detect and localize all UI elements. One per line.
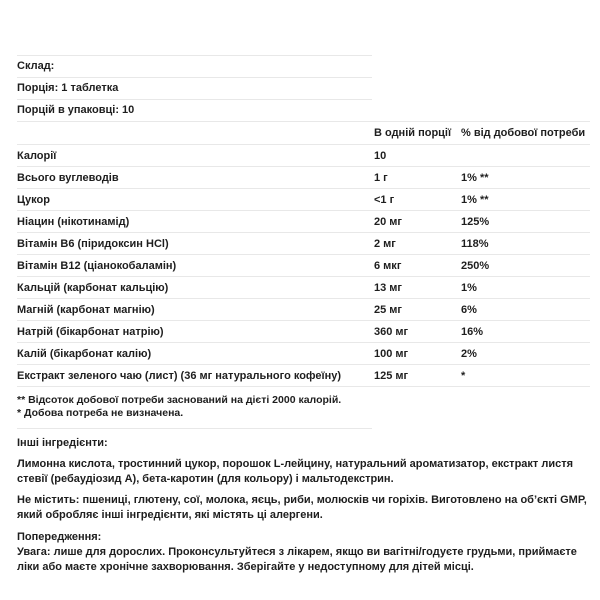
other-ingredients-heading: Інші інгредієнти: — [17, 437, 108, 449]
nutrient-label: Екстракт зеленого чаю (лист) (36 мг натурального кофеїну) — [17, 369, 342, 382]
nutrient-daily-value: 16% — [461, 325, 484, 338]
nutrient-daily-value: 1% ** — [461, 193, 489, 206]
nutrition-table — [17, 121, 590, 387]
nutrient-amount: 25 мг — [374, 303, 403, 316]
table-row — [17, 210, 590, 232]
nutrition-table-header-row — [17, 121, 590, 144]
table-row — [17, 320, 590, 342]
section-divider — [17, 428, 372, 429]
table-row — [17, 144, 590, 166]
table-row — [17, 166, 590, 188]
column-header-daily-value: % від добової потреби — [461, 127, 586, 139]
composition-row — [17, 99, 372, 121]
nutrient-amount: 100 мг — [374, 347, 409, 360]
nutrient-label: Вітамін B6 (піридоксин HCl) — [17, 237, 169, 250]
composition-section — [17, 55, 590, 121]
nutrient-daily-value: 1% ** — [461, 171, 489, 184]
footnote-line: * Добова потреба не визначена. — [17, 406, 184, 419]
composition-row-label: Склад: — [17, 60, 55, 72]
nutrient-daily-value: 2% — [461, 347, 477, 360]
composition-row-label: Порцій в упаковці: 10 — [17, 104, 135, 116]
warnings-text: Увага: лише для дорослих. Проконсультуйтеся з лікарем, якщо ви вагітні/годуєте грудьми, приймаєте ліки або маєте хронічне захворювання. Зберігайте у недоступному для дітей місці. — [17, 546, 577, 573]
footnote-line: ** Відсоток добової потреби заснований на дієті 2000 калорій. — [17, 394, 342, 406]
composition-row-label: Порція: 1 таблетка — [17, 82, 119, 94]
allergen-info-text: Не містить: пшениці, глютену, сої, молока, яєць, риби, молюсків чи горіхів. Виготовлено на об’єкті GMP, який обробляє інші інгредієнти, які містять ці алергени. — [17, 494, 587, 521]
nutrient-label: Калорії — [17, 149, 57, 162]
nutrient-label: Вітамін B12 (ціанокобаламін) — [17, 259, 177, 272]
composition-row — [17, 55, 372, 77]
nutrient-daily-value: 118% — [461, 237, 489, 250]
nutrient-amount: <1 г — [374, 193, 395, 206]
nutrient-daily-value: 6% — [461, 303, 477, 316]
table-row — [17, 276, 590, 298]
table-row — [17, 364, 590, 386]
table-footnotes — [17, 387, 590, 419]
nutrient-daily-value: 250% — [461, 259, 490, 272]
nutrient-amount: 20 мг — [374, 215, 403, 228]
table-row — [17, 188, 590, 210]
nutrient-daily-value: 1% — [461, 281, 477, 294]
column-header-amount: В одній порції — [374, 127, 452, 139]
nutrient-label: Ніацин (нікотинамід) — [17, 215, 130, 228]
other-ingredients-text: Лимонна кислота, тростинний цукор, порошок L-лейцину, натуральний ароматизатор, екстракт листя стевії (ребаудіозид А), бета-каротин (для кольору) і мальтодекстрин. — [17, 458, 574, 485]
nutrient-label: Калій (бікарбонат калію) — [17, 347, 152, 360]
nutrient-amount: 10 — [374, 149, 387, 162]
composition-row — [17, 77, 372, 99]
nutrient-amount: 125 мг — [374, 369, 409, 382]
nutrient-amount: 13 мг — [374, 281, 403, 294]
nutrient-label: Всього вуглеводів — [17, 171, 119, 184]
nutrient-amount: 1 г — [374, 171, 388, 184]
nutrient-amount: 6 мкг — [374, 259, 402, 272]
nutrient-label: Цукор — [17, 193, 50, 206]
nutrient-daily-value: 125% — [461, 215, 490, 228]
supplement-facts-content — [17, 55, 590, 575]
nutrient-daily-value: * — [461, 369, 466, 382]
table-row — [17, 342, 590, 364]
nutrient-label: Кальцій (карбонат кальцію) — [17, 281, 169, 294]
table-row — [17, 298, 590, 320]
nutrient-amount: 360 мг — [374, 325, 409, 338]
nutrition-table-body — [17, 144, 590, 386]
nutrient-amount: 2 мг — [374, 237, 396, 250]
warnings-heading: Попередження: — [17, 531, 102, 543]
table-row — [17, 254, 590, 276]
nutrient-label: Натрій (бікарбонат натрію) — [17, 325, 164, 338]
table-row — [17, 232, 590, 254]
nutrient-label: Магній (карбонат магнію) — [17, 303, 155, 316]
